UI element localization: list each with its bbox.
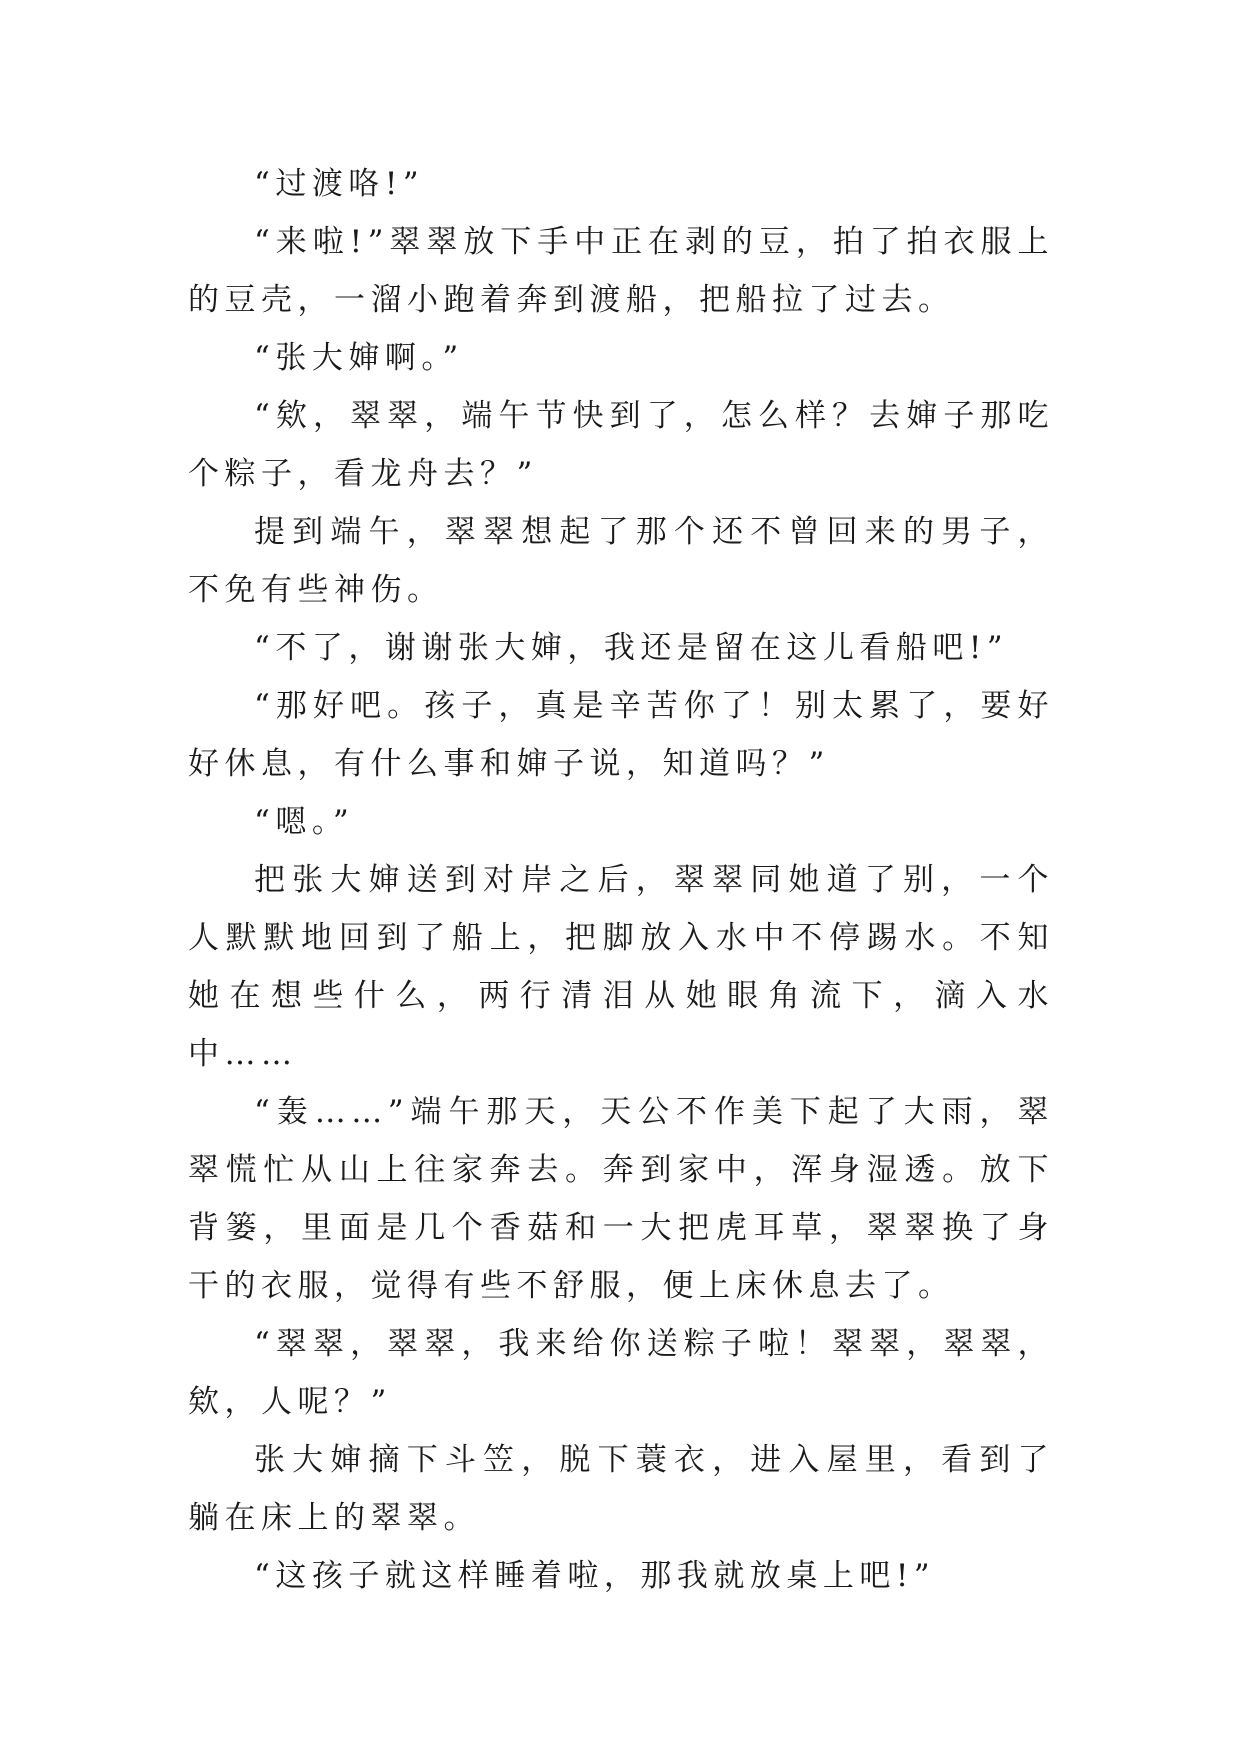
paragraph-4: “欸，翠翠，端午节快到了，怎么样？去婶子那吃个粽子，看龙舟去？” [188,398,1054,492]
paragraph-8: “嗯。” [254,804,355,840]
paragraph-3: “张大婶啊。” [254,340,464,376]
paragraph-2: “来啦!”翠翠放下手中正在剥的豆，拍了拍衣服上的豆壳，一溜小跑着奔到渡船，把船拉了过去。 [188,224,1054,318]
paragraph-12: 张大婶摘下斗笠，脱下蓑衣，进入屋里，看到了躺在床上的翠翠。 [188,1442,1054,1536]
paragraph-13: “这孩子就这样睡着啦，那我就放桌上吧!” [254,1558,936,1594]
paragraph-7: “那好吧。孩子，真是辛苦你了！别太累了，要好好休息，有什么事和婶子说，知道吗？” [188,688,1054,782]
paragraph-6: “不了，谢谢张大婶，我还是留在这儿看船吧!” [254,630,1009,666]
paragraph-10: “轰……”端午那天，天公不作美下起了大雨，翠翠慌忙从山上往家奔去。奔到家中，浑身湿透。放下背篓，里面是几个香菇和一大把虎耳草，翠翠换了身干的衣服，觉得有些不舒服，便上床休息去了。 [188,1094,1054,1304]
paragraph-5: 提到端午，翠翠想起了那个还不曾回来的男子，不免有些神伤。 [188,514,1054,608]
story-text [188,155,1054,1605]
paragraph-1: “过渡咯!” [254,166,425,202]
paragraph-11: “翠翠，翠翠，我来给你送粽子啦！翠翠，翠翠，欸，人呢？” [188,1326,1054,1420]
paragraph-9: 把张大婶送到对岸之后，翠翠同她道了别，一个人默默地回到了船上，把脚放入水中不停踢水。不知她在想些什么，两行清泪从她眼角流下，滴入水中…… [188,862,1054,1072]
